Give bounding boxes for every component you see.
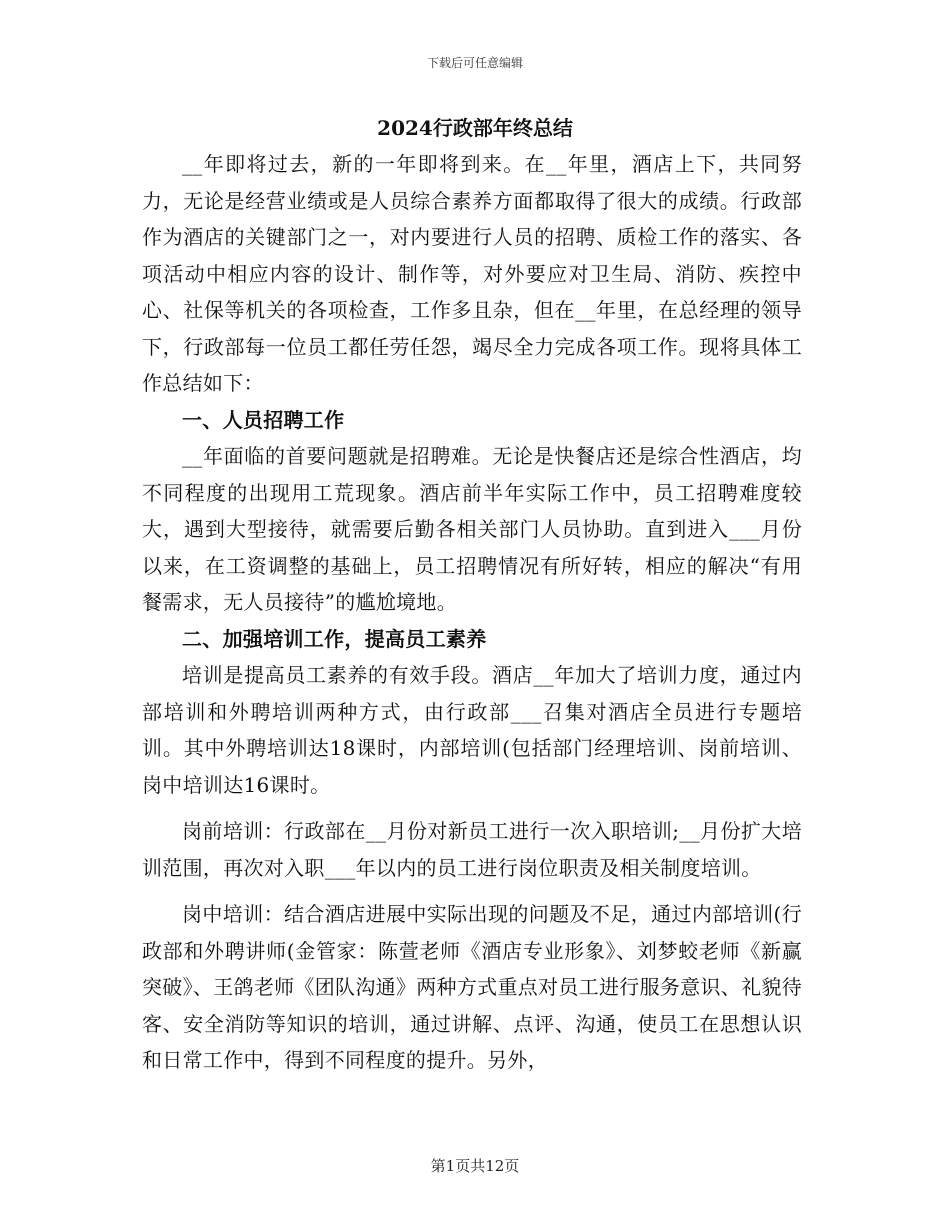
header-note: 下载后可任意编辑 — [426, 56, 523, 70]
page-footer: 第1页共12页 — [430, 1157, 520, 1175]
document-body — [142, 146, 802, 1079]
section-heading-recruitment: 一、人员招聘工作 — [182, 407, 345, 432]
intro-paragraph: __年即将过去，新的一年即将到来。在__年里，酒店上下，共同努力，无论是经营业绩或是人员综合素养方面都取得了很大的成绩。行政部作为酒店的关键部门之一，对内要进行人员的招聘、质检工作的落实、各项活动中相应内容的设计、制作等，对外要应对卫生局、消防、疾控中心、社保等机关的各项检查，工作多且杂，但在__年里，在总经理的领导下，行政部每一位员工都任劳任怨，竭尽全力完成各项工作。现将具体工作总结如下： — [142, 152, 802, 395]
recruitment-paragraph: __年面临的首要问题就是招聘难。无论是快餐店还是综合性酒店，均不同程度的出现用工荒现象。酒店前半年实际工作中，员工招聘难度较大，遇到大型接待，就需要后勤各相关部门人员协助。直到进入___月份以来，在工资调整的基础上，员工招聘情况有所好转，相应的解决“有用餐需求，无人员接待”的尴尬境地。 — [142, 444, 802, 614]
section-heading-training: 二、加强培训工作，提高员工素养 — [182, 626, 487, 651]
pre-job-training-paragraph: 岗前培训：行政部在__月份对新员工进行一次入职培训;__月份扩大培训范围，再次对入职___年以内的员工进行岗位职责及相关制度培训。 — [142, 819, 802, 880]
on-job-training-paragraph: 岗中培训：结合酒店进展中实际出现的问题及不足，通过内部培训(行政部和外聘讲师(金管家：陈萱老师《酒店专业形象》、刘梦蛟老师《新赢突破》、王鸽老师《团队沟通》两种方式重点对员工进行服务意识、礼貌待客、安全消防等知识的培训，通过讲解、点评、沟通，使员工在思想认识和日常工作中，得到不同程度的提升。另外， — [142, 902, 802, 1072]
document-title: 2024行政部年终总结 — [377, 116, 573, 140]
training-paragraph: 培训是提高员工素养的有效手段。酒店__年加大了培训力度，通过内部培训和外聘培训两种方式，由行政部___召集对酒店全员进行专题培训。其中外聘培训达18课时，内部培训(包括部门经理培训、岗前培训、岗中培训达16课时。 — [142, 663, 802, 797]
